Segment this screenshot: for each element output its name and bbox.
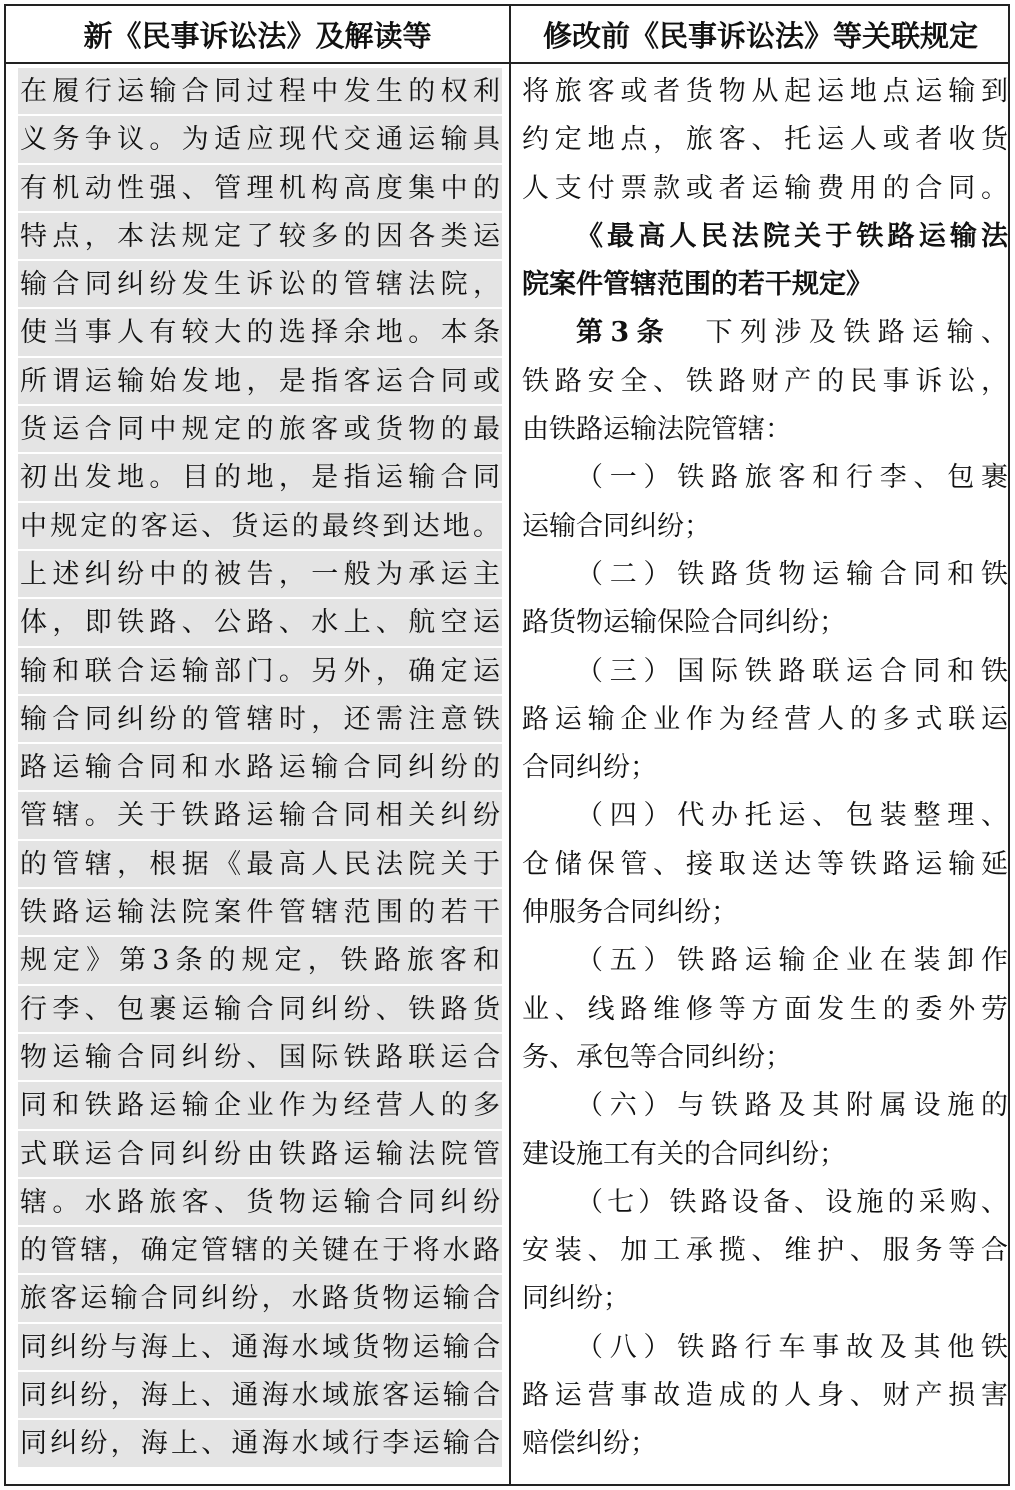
right-text-line: 同纠纷； [522, 1283, 630, 1315]
left-text-line: 初出发地。目的地，是指运输合同 [18, 454, 502, 502]
right-text-line: （六）与铁路及其附属设施的 [576, 1090, 1008, 1122]
right-text-line: 铁路安全、铁路财产的民事诉讼， [522, 365, 1008, 397]
left-text-line: 物运输合同纠纷、国际铁路联运合 [18, 1034, 502, 1082]
right-text-line: 合同纠纷； [522, 752, 657, 784]
header-divider [6, 62, 1008, 64]
left-text-line: 同纠纷，海上、通海水域行李运输合 [18, 1420, 502, 1468]
right-text-line: （八）铁路行车事故及其他铁 [576, 1331, 1008, 1363]
right-text-line: 建设施工有关的合同纠纷； [522, 1138, 846, 1170]
left-text-line: 管辖。关于铁路运输合同相关纠纷 [18, 792, 502, 840]
right-text-line [522, 309, 1008, 357]
right-text-line: 路运输企业作为经营人的多式联运 [522, 703, 1008, 735]
left-text-line: 式联运合同纠纷由铁路运输法院管 [18, 1131, 502, 1179]
left-text-line: 货运合同中规定的旅客或货物的最 [18, 406, 502, 454]
left-text-line: 输和联合运输部门。另外，确定运 [18, 648, 502, 696]
right-text-line: 院案件管辖范围的若干规定》 [522, 269, 873, 301]
right-column-header: 修改前《民事诉讼法》等关联规定 [542, 18, 978, 53]
left-text-line: 行李、包裹运输合同纠纷、铁路货 [18, 986, 502, 1034]
right-text-line: 路货物运输保险合同纠纷； [522, 607, 846, 639]
left-text-line: 输合同纠纷发生诉讼的管辖法院， [18, 261, 502, 309]
left-text-line: 辖。水路旅客、货物运输合同纠纷 [18, 1179, 502, 1227]
left-text-line: 同和铁路运输企业作为经营人的多 [18, 1082, 502, 1130]
left-text-line: 输合同纠纷的管辖时，还需注意铁 [18, 696, 502, 744]
right-text-line: 业、线路维修等方面发生的委外劳 [522, 993, 1008, 1025]
right-text-line: （五）铁路运输企业在装卸作 [576, 945, 1008, 977]
right-text-line: （三）国际铁路联运合同和铁 [576, 655, 1008, 687]
right-text-line: 赔偿纠纷； [522, 1428, 657, 1460]
left-text-line: 在履行运输合同过程中发生的权利 [18, 68, 502, 116]
comparison-table [4, 4, 1010, 1486]
right-text-line: 安装、加工承揽、维护、服务等合 [522, 1235, 1008, 1267]
left-column-header: 新《民事诉讼法》及解读等 [83, 18, 432, 53]
right-text-line: 运输合同纠纷； [522, 510, 711, 542]
right-column-text [522, 68, 1008, 1469]
left-text-line: 规定》第3条的规定，铁路旅客和 [18, 937, 502, 985]
left-text-line: 有机动性强、管理机构高度集中的 [18, 165, 502, 213]
column-divider [509, 6, 511, 1484]
right-text-line: 由铁路运输法院管辖： [522, 414, 792, 446]
right-text-line: 伸服务合同纠纷； [522, 897, 738, 929]
right-text-line: 务、承包等合同纠纷； [522, 1041, 792, 1073]
left-column-text [18, 68, 502, 1469]
left-text-line: 路运输合同和水路运输合同纠纷的 [18, 744, 502, 792]
article-number: 第3条 [576, 317, 672, 349]
left-text-line: 体，即铁路、公路、水上、航空运 [18, 599, 502, 647]
right-text-line: 《最高人民法院关于铁路运输法 [576, 220, 1008, 252]
left-text-line: 上述纠纷中的被告，一般为承运主 [18, 551, 502, 599]
left-text-line: 所谓运输始发地，是指客运合同或 [18, 358, 502, 406]
left-text-line: 的管辖，根据《最高人民法院关于 [18, 841, 502, 889]
left-text-line: 铁路运输法院案件管辖范围的若干 [18, 889, 502, 937]
left-text-line: 中规定的客运、货运的最终到达地。 [18, 503, 502, 551]
right-text-line: 路运营事故造成的人身、财产损害 [522, 1380, 1008, 1412]
right-text-line: （一）铁路旅客和行李、包裹 [576, 462, 1008, 494]
left-text-line: 义务争议。为适应现代交通运输具 [18, 116, 502, 164]
left-text-line: 同纠纷，海上、通海水域旅客运输合 [18, 1372, 502, 1420]
right-text-line: 人支付票款或者运输费用的合同。 [522, 172, 1008, 204]
left-text-line: 同纠纷与海上、通海水域货物运输合 [18, 1324, 502, 1372]
article-text: 下列涉及铁路运输、 [671, 317, 1008, 349]
right-text-line: 约定地点，旅客、托运人或者收货 [522, 124, 1008, 156]
left-text-line: 使当事人有较大的选择余地。本条 [18, 309, 502, 357]
right-text-line: （二）铁路货物运输合同和铁 [576, 558, 1008, 590]
right-text-line: 将旅客或者货物从起运地点运输到 [522, 76, 1008, 107]
left-text-line: 的管辖，确定管辖的关键在于将水路 [18, 1227, 502, 1275]
right-text-line: （四）代办托运、包装整理、 [576, 800, 1008, 832]
right-text-line: 仓储保管、接取送达等铁路运输延 [522, 848, 1008, 880]
left-text-line: 旅客运输合同纠纷，水路货物运输合 [18, 1275, 502, 1323]
right-text-line: （七）铁路设备、设施的采购、 [576, 1186, 1008, 1218]
left-text-line: 特点，本法规定了较多的因各类运 [18, 213, 502, 261]
